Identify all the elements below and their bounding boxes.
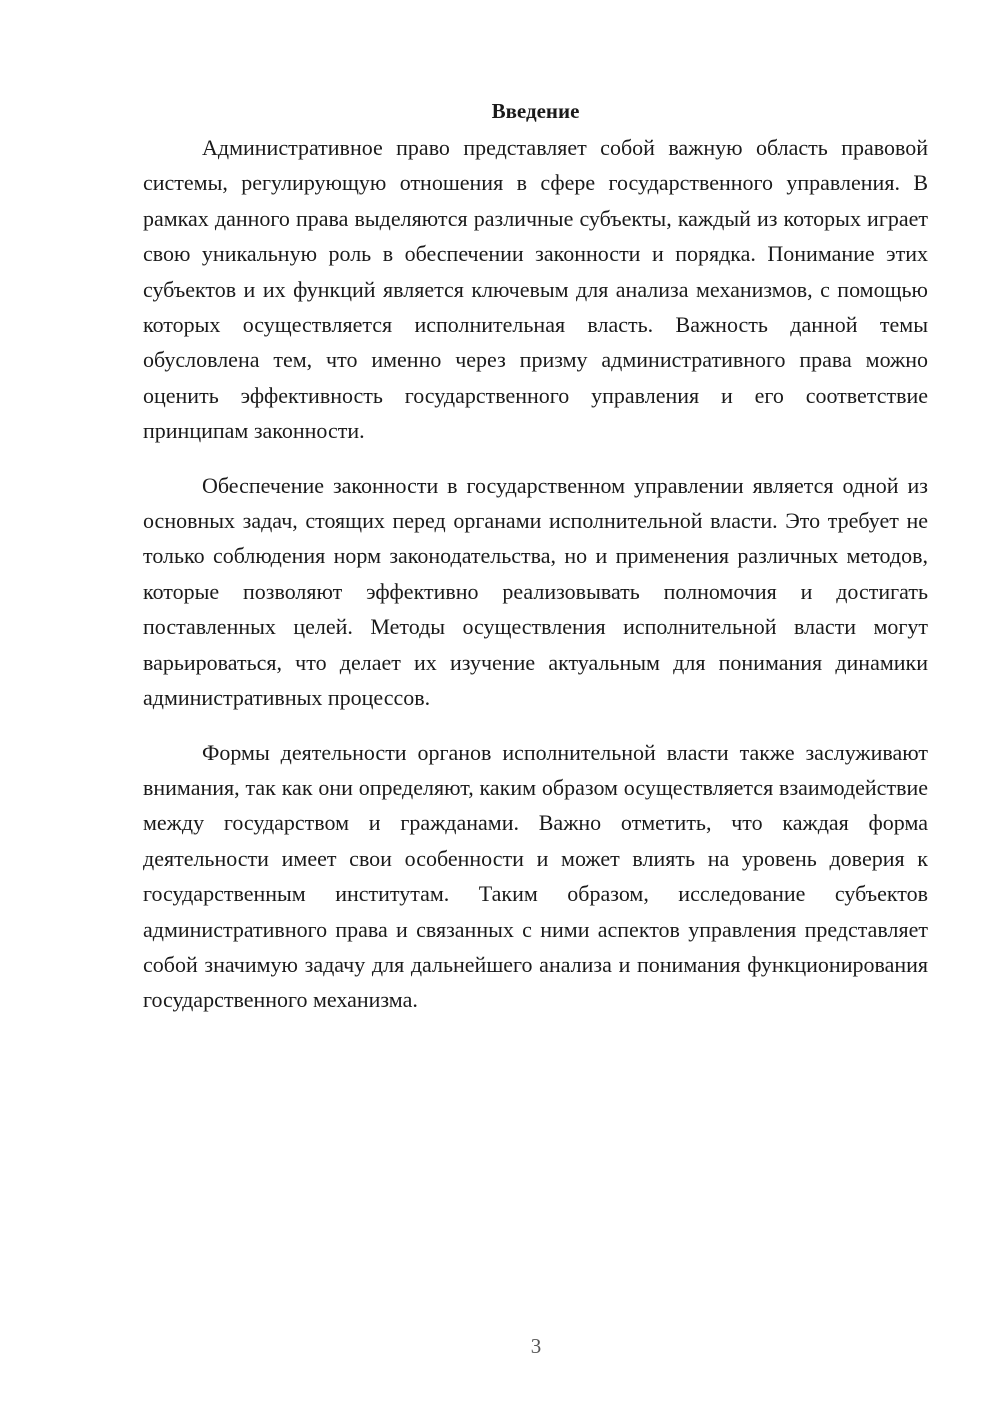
paragraph-2: Обеспечение законности в государственном управлении является одной из основных задач, стоящих перед органами исполнительной власти. Это требует не только соблюдения норм законодательства, но и применения различных методов, которые позволяют эффективно реализовывать полномочия и достигать поставленных целей. Методы осуществления исполнительной власти могут варьироваться, что делает их изучение актуальным для понимания динамики административных процессов. bbox=[143, 472, 928, 711]
page-number: 3 bbox=[530, 1334, 542, 1358]
paragraph-3: Формы деятельности органов исполнительной власти также заслуживают внимания, так как они определяют, каким образом осуществляется взаимодействие между государством и гражданами. Важно отметить, что каждая форма деятельности имеет свои особенности и может влиять на уровень доверия к государственным институтам. Таким образом, исследование субъектов административного права и связанных с ними аспектов управления представляет собой значимую задачу для дальнейшего анализа и понимания функционирования государственного механизма. bbox=[143, 739, 928, 1013]
section-heading: Введение bbox=[491, 99, 580, 123]
page-content bbox=[143, 96, 928, 1037]
paragraph-1: Административное право представляет собой важную область правовой системы, регулирующую отношения в сфере государственного управления. В рамках данного права выделяются различные субъекты, каждый из которых играет свою уникальную роль в обеспечении законности и порядка. Понимание этих субъектов и их функций является ключевым для анализа механизмов, с помощью которых осуществляется исполнительная власть. Важность данной темы обусловлена тем, что именно через призму административного права можно оценить эффективность государственного управления и его соответствие принципам законности. bbox=[143, 135, 928, 444]
